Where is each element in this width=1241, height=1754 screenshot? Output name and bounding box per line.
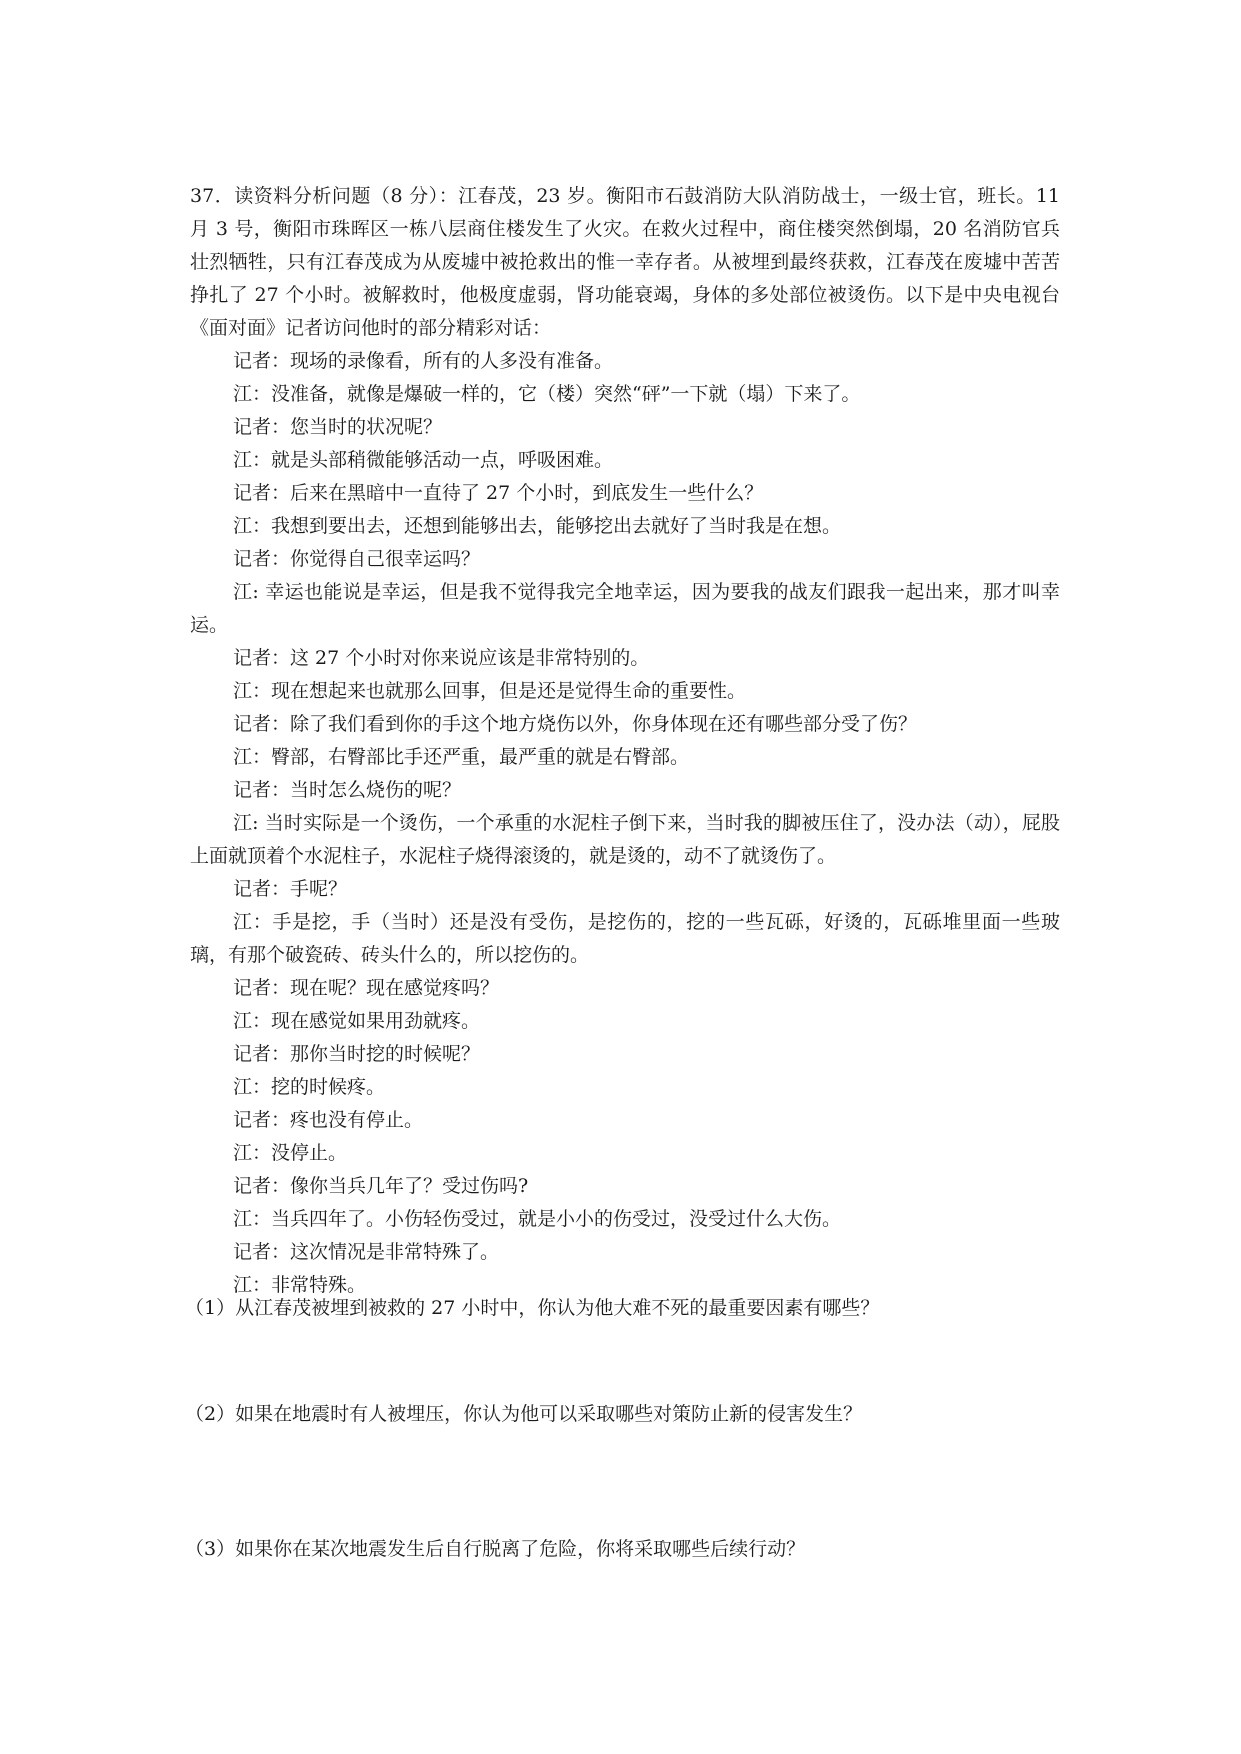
sub-question-2: （2）如果在地震时有人被埋压，你认为他可以采取哪些对策防止新的侵害发生？ — [185, 1403, 863, 1425]
dialogue-line: 记者：除了我们看到你的手这个地方烧伤以外，你身体现在还有哪些部分受了伤？ — [233, 713, 918, 735]
dialogue-line: 记者：现场的录像看，所有的人多没有准备。 — [233, 350, 614, 372]
dialogue-line: 记者：那你当时挖的时候呢？ — [233, 1043, 481, 1065]
dialogue-line: 江：当兵四年了。小伤轻伤受过，就是小小的伤受过，没受过什么大伤。 — [233, 1208, 842, 1230]
dialogue-line: 江：没停止。 — [233, 1142, 348, 1164]
sub-question-3: （3）如果你在某次地震发生后自行脱离了危险，你将采取哪些后续行动？ — [185, 1538, 806, 1560]
dialogue-line: 记者：像你当兵几年了？受过伤吗? — [233, 1175, 529, 1197]
dialogue-line: 记者：您当时的状况呢？ — [233, 416, 443, 438]
dialogue-line: 记者：手呢？ — [233, 878, 348, 900]
dialogue-line: 记者：疼也没有停止。 — [233, 1109, 424, 1131]
dialogue-line: 江：挖的时候疼。 — [233, 1076, 386, 1098]
question-37-intro: 37．读资料分析问题（8 分）：江春茂，23 岁。衡阳市石鼓消防大队消防战士，一级士官，班长。11 月 3 号，衡阳市珠晖区一栋八层商住楼发生了火灾。在救火过程中，商住楼突然倒塌，20 名消防官兵壮烈牺牲，只有江春茂成为从废墟中被抢救出的惟一幸存者。从被埋到最终获救，江春茂在废墟中苦苦挣扎了 27 个小时。被解救时，他极度虚弱，肾功能衰竭，身体的多处部位被烫伤。以下是中央电视台《面对面》记者访问他时的部分精彩对话： — [190, 185, 1060, 339]
sub-question-1: （1）从江春茂被埋到被救的 27 小时中，你认为他大难不死的最重要因素有哪些？ — [185, 1297, 880, 1319]
dialogue-line: 记者：当时怎么烧伤的呢？ — [233, 779, 462, 801]
dialogue-line: 江: 幸运也能说是幸运，但是我不觉得我完全地幸运，因为要我的战友们跟我一起出来，那才叫幸运。 — [190, 581, 1060, 636]
dialogue-line: 记者：这 27 个小时对你来说应该是非常特别的。 — [233, 647, 650, 669]
dialogue-line: 江：现在想起来也就那么回事，但是还是觉得生命的重要性。 — [233, 680, 747, 702]
dialogue-line: 江: 当时实际是一个烫伤，一个承重的水泥柱子倒下来，当时我的脚被压住了，没办法（动），屁股上面就顶着个水泥柱子，水泥柱子烧得滚烫的，就是烫的，动不了就烫伤了。 — [190, 812, 1060, 867]
dialogue-line: 记者：现在呢？现在感觉疼吗？ — [233, 977, 500, 999]
dialogue-line: 江：非常特殊。 — [233, 1274, 367, 1296]
dialogue-line: 江：现在感觉如果用劲就疼。 — [233, 1010, 481, 1032]
dialogue-line: 记者：你觉得自己很幸运吗？ — [233, 548, 481, 570]
dialogue-line: 江：没准备，就像是爆破一样的，它（楼）突然“砰”一下就（塌）下来了。 — [233, 383, 861, 405]
dialogue-line: 记者：这次情况是非常特殊了。 — [233, 1241, 500, 1263]
dialogue-line: 江：我想到要出去，还想到能够出去，能够挖出去就好了当时我是在想。 — [233, 515, 842, 537]
interview-dialogue — [190, 345, 1060, 1302]
dialogue-line: 江：手是挖，手（当时）还是没有受伤，是挖伤的，挖的一些瓦砾，好烫的，瓦砾堆里面一些玻璃，有那个破瓷砖、砖头什么的，所以挖伤的。 — [190, 911, 1060, 966]
dialogue-line: 江：臀部，右臀部比手还严重，最严重的就是右臀部。 — [233, 746, 690, 768]
dialogue-line: 江：就是头部稍微能够活动一点，呼吸困难。 — [233, 449, 614, 471]
dialogue-line: 记者：后来在黑暗中一直待了 27 个小时，到底发生一些什么？ — [233, 482, 764, 504]
